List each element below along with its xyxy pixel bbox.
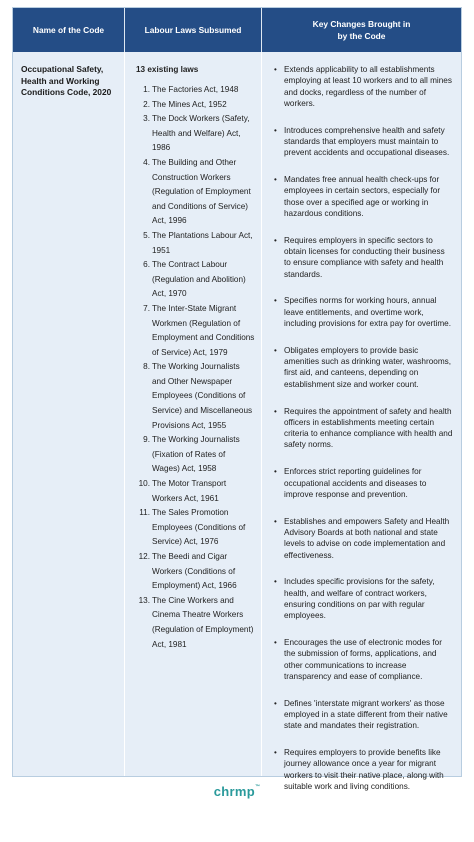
- changes-list: [274, 64, 453, 792]
- law-item: [136, 156, 255, 229]
- change-item: [274, 406, 453, 451]
- table-row: [13, 52, 461, 791]
- law-title: The Mines Act, 1952: [152, 99, 227, 109]
- law-item: [136, 98, 255, 113]
- bullet-icon: •: [274, 175, 277, 185]
- change-item: [274, 698, 453, 732]
- law-item: [136, 506, 255, 550]
- law-item: [136, 302, 255, 360]
- bullet-icon: •: [274, 698, 277, 708]
- law-title: The Plantations Labour Act, 1951: [152, 230, 253, 255]
- change-item: [274, 466, 453, 500]
- header-key-changes: Key Changes Brought in by the Code: [312, 19, 411, 41]
- change-text: Requires the appointment of safety and health officers in establishments meeting certain criteria to enhance compliance with health and safety norms.: [284, 406, 453, 450]
- table-header: [13, 8, 461, 52]
- law-title: The Dock Workers (Safety, Health and Welfare) Act, 1986: [152, 114, 250, 153]
- law-number: 13.: [138, 595, 150, 605]
- law-number: 3.: [143, 114, 150, 124]
- law-item: [136, 433, 255, 477]
- law-number: 4.: [143, 157, 150, 167]
- change-item: [274, 64, 453, 109]
- law-number: 7.: [143, 303, 150, 313]
- law-item: [136, 477, 255, 506]
- law-item: [136, 83, 255, 98]
- law-item: [136, 360, 255, 433]
- change-text: Specifies norms for working hours, annual leave entitlements, and overtime work, including provisions for extra pay for overtime.: [284, 296, 452, 329]
- law-number: 12.: [138, 552, 150, 561]
- bullet-icon: •: [274, 516, 277, 526]
- law-title: The Sales Promotion Employees (Conditions of Service) Act, 1976: [152, 508, 246, 547]
- change-item: [274, 235, 453, 280]
- law-number: 2.: [143, 99, 150, 109]
- bullet-icon: •: [274, 65, 277, 74]
- change-text: Extends applicability to all establishments employing at least 10 workers and to all mines and docks, regardless of the number of workers.: [284, 65, 452, 108]
- change-item: [274, 295, 453, 329]
- laws-heading: 13 existing laws: [136, 65, 199, 74]
- change-item: [274, 516, 453, 561]
- laws-list: [136, 83, 255, 652]
- bullet-icon: •: [274, 296, 277, 306]
- bullet-icon: •: [274, 637, 277, 647]
- law-title: The Working Journalists and Other Newspaper Employees (Conditions of Service) and Miscellaneous Provisions Act, 1955: [152, 362, 253, 430]
- law-number: 6.: [143, 260, 150, 270]
- change-item: [274, 637, 453, 682]
- law-number: 1.: [143, 85, 150, 94]
- header-laws-subsumed: Labour Laws Subsumed: [125, 8, 262, 52]
- change-text: Includes specific provisions for the safety, health, and welfare of contract workers, ensuring conditions on par with regular employees.: [284, 577, 435, 621]
- law-number: 9.: [143, 435, 150, 445]
- law-number: 5.: [143, 230, 150, 240]
- change-text: Establishes and empowers Safety and Health Advisory Boards at both national and state levels to advise on code implementation and effectiveness.: [284, 516, 450, 560]
- law-title: The Factories Act, 1948: [152, 85, 239, 94]
- logo-text: chrmp: [213, 784, 255, 799]
- change-text: Encourages the use of electronic modes for the submission of forms, applications, and other communications to increase transparency and ease of compliance.: [284, 637, 442, 681]
- chrmp-logo: [0, 784, 474, 799]
- bullet-icon: •: [274, 406, 277, 416]
- change-item: [274, 125, 453, 159]
- change-text: Defines 'interstate migrant workers' as those employed in a state different from their native state and mandates their registration.: [284, 698, 448, 731]
- bullet-icon: •: [274, 748, 277, 758]
- law-title: The Contract Labour (Regulation and Abolition) Act, 1970: [152, 260, 246, 299]
- law-item: [136, 112, 255, 156]
- law-title: The Motor Transport Workers Act, 1961: [152, 479, 227, 503]
- laws-cell: [125, 52, 262, 776]
- trademark-mark: ™: [254, 784, 261, 790]
- law-title: The Beedi and Cigar Workers (Conditions of Employment) Act, 1966: [152, 552, 237, 591]
- code-table: [12, 7, 462, 791]
- change-text: Introduces comprehensive health and safety standards that employers must maintain to prevent accidents and occupational diseases.: [284, 125, 450, 158]
- change-item: [274, 345, 453, 390]
- bullet-icon: •: [274, 125, 277, 135]
- header-code-name: Name of the Code: [13, 8, 125, 52]
- change-text: Requires employers to provide benefits like journey allowance once a year for migrant workers to visit their native place, along with suitable work and living conditions.: [284, 748, 444, 791]
- law-number: 11.: [139, 508, 150, 518]
- code-name-cell: [13, 52, 125, 776]
- change-text: Mandates free annual health check-ups for employees in certain sectors, especially for those over a specified age or working in hazardous conditions.: [284, 175, 441, 218]
- law-item: [136, 594, 255, 652]
- bullet-icon: •: [274, 345, 277, 355]
- bullet-icon: •: [274, 235, 277, 245]
- law-item: [136, 229, 255, 258]
- change-item: [274, 576, 453, 621]
- change-item: [274, 174, 453, 219]
- bullet-icon: •: [274, 577, 277, 587]
- change-text: Requires employers in specific sectors to obtain licenses for conducting their business to ensure compliance with safety and health standards.: [284, 235, 445, 279]
- code-name: Occupational Safety, Health and Working Conditions Code, 2020: [21, 64, 112, 97]
- law-item: [136, 258, 255, 302]
- law-title: The Building and Other Construction Workers (Regulation of Employment and Conditions of Service) Act, 1996: [152, 157, 251, 226]
- law-number: 8.: [143, 362, 150, 372]
- law-title: The Working Journalists (Fixation of Rates of Wages) Act, 1958: [152, 435, 240, 474]
- change-text: Obligates employers to provide basic amenities such as drinking water, washrooms, first aid, and canteens, depending on establishment size and worker count.: [284, 345, 452, 389]
- law-title: The Inter-State Migrant Workmen (Regulation of Employment and Conditions of Service) Act, 1979: [152, 303, 255, 357]
- law-number: 10.: [138, 479, 150, 489]
- law-title: The Cine Workers and Cinema Theatre Workers (Regulation of Employment) Act, 1981: [152, 595, 254, 649]
- changes-cell: [262, 52, 461, 791]
- change-text: Enforces strict reporting guidelines for occupational accidents and diseases to improve response and prevention.: [284, 467, 427, 499]
- law-item: [136, 550, 255, 594]
- bullet-icon: •: [274, 467, 277, 477]
